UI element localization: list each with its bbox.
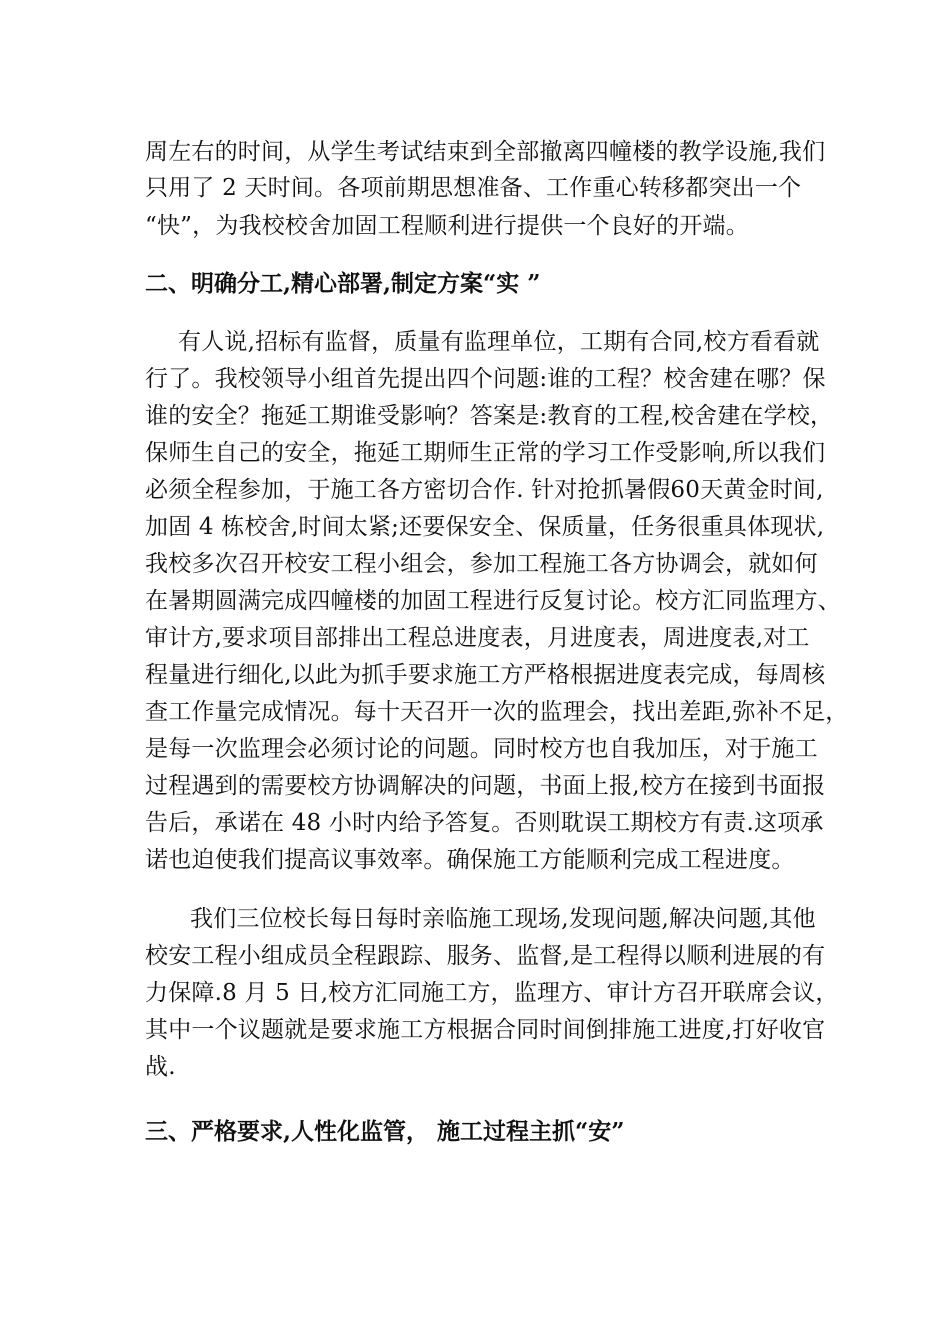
paragraph-line: “快”，为我校校舍加固工程顺利进行提供一个良好的开端。: [145, 213, 749, 239]
paragraph-line: 诺也迫使我们提高议事效率。确保施工方能顺利完成工程进度。: [145, 847, 795, 873]
paragraph-line: 校安工程小组成员全程跟踪、服务、监督,是工程得以顺利进展的有: [145, 943, 826, 969]
paragraph-line: 行了。我校领导小组首先提出四个问题:谁的工程？校舍建在哪？保: [145, 366, 826, 392]
paragraph-line: 查工作量完成情况。每十天召开一次的监理会，找出差距,弥补不足，: [145, 699, 849, 725]
paragraph-line: 有人说,招标有监督，质量有监理单位，工期有合同,校方看看就: [178, 329, 820, 355]
paragraph-line: 战.: [145, 1054, 176, 1080]
paragraph-line: 力保障.8 月 5 日,校方汇同施工方，监理方、审计方召开联席会议，: [145, 980, 839, 1006]
paragraph-line: 在暑期圆满完成四幢楼的加固工程进行反复讨论。校方汇同监理方、: [145, 588, 841, 614]
paragraph-line: 保师生自己的安全，拖延工期师生正常的学习工作受影响,所以我们: [145, 440, 826, 466]
paragraph-line: 谁的安全？拖延工期谁受影响？答案是:教育的工程,校舍建在学校，: [145, 403, 834, 429]
paragraph-line: 过程遇到的需要校方协调解决的问题，书面上报,校方在接到书面报: [145, 773, 826, 799]
paragraph-line: 程量进行细化,以此为抓手要求施工方严格根据进度表完成，每周核: [145, 662, 826, 688]
section-heading-3: 三、严格要求,人性化监管， 施工过程主抓“安”: [145, 1118, 625, 1145]
paragraph-line: 告后，承诺在 48 小时内给予答复。否则耽误工期校方有责.这项承: [145, 810, 824, 836]
paragraph-line: 只用了 2 天时间。各项前期思想准备、工作重心转移都突出一个: [145, 175, 802, 201]
paragraph-line: 加固 4 栋校舍,时间太紧;还要保安全、保质量，任务很重具体现状,: [145, 514, 825, 540]
paragraph-line: 必须全程参加，于施工各方密切合作. 针对抢抓暑假60天黄金时间,: [145, 477, 824, 503]
paragraph-line: 我们三位校长每日每时亲临施工现场,发现问题,解决问题,其他: [190, 906, 816, 932]
paragraph-line: 我校多次召开校安工程小组会，参加工程施工各方协调会，就如何: [145, 551, 818, 577]
paragraph-line: 审计方,要求项目部排出工程总进度表，月进度表，周进度表,对工: [145, 625, 810, 651]
paragraph-line: 其中一个议题就是要求施工方根据合同时间倒排施工进度,打好收官: [145, 1017, 826, 1043]
section-heading-2: 二、明确分工,精心部署,制定方案“实 ”: [145, 270, 541, 297]
paragraph-line: 周左右的时间，从学生考试结束到全部撤离四幢楼的教学设施,我们: [145, 139, 826, 165]
paragraph-line: 是每一次监理会必须讨论的问题。同时校方也自我加压，对于施工: [145, 736, 818, 762]
